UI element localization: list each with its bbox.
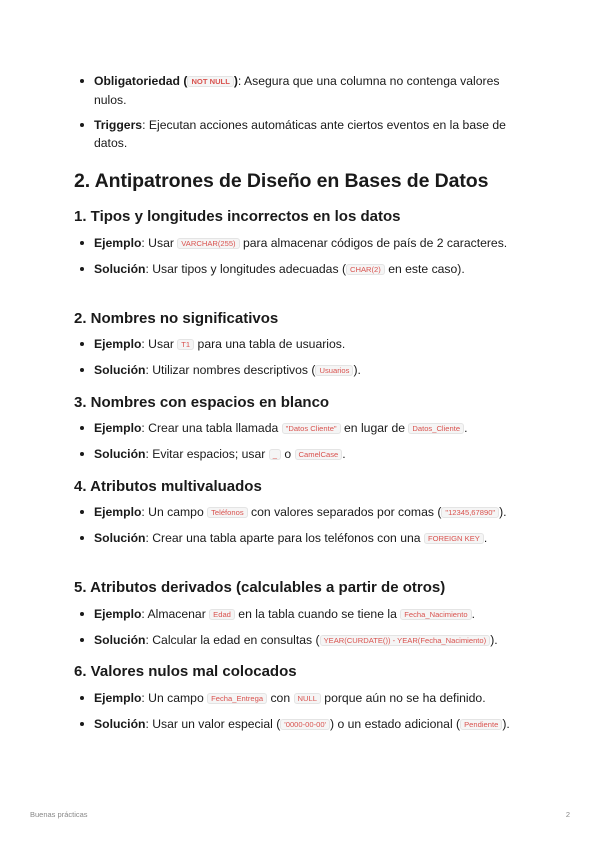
subsection-heading: 5. Atributos derivados (calculables a partir de otros) xyxy=(74,579,446,596)
list-item xyxy=(74,631,534,650)
inline-code: T1 xyxy=(177,339,194,350)
text: . xyxy=(483,531,488,545)
inline-code: NULL xyxy=(294,693,321,704)
subsection-list xyxy=(74,689,534,741)
term: Solución xyxy=(94,633,146,647)
inline-code: Edad xyxy=(209,609,235,620)
text: con xyxy=(267,691,294,705)
inline-code: FOREIGN KEY xyxy=(424,533,484,544)
term: Ejemplo xyxy=(94,421,142,435)
text: : Usar un valor especial ( xyxy=(145,717,281,731)
inline-code: "12345,67890" xyxy=(441,507,499,518)
subsection-list xyxy=(74,234,534,286)
term: Solución xyxy=(94,447,146,461)
text: : Un campo xyxy=(141,691,208,705)
text: o xyxy=(280,447,295,461)
list-item xyxy=(74,419,534,438)
term: Solución xyxy=(94,717,146,731)
text: en este caso). xyxy=(384,262,465,276)
term: Solución xyxy=(94,262,146,276)
text: en lugar de xyxy=(340,421,409,435)
inline-code: '0000-00-00' xyxy=(280,719,330,730)
subsection-heading: 6. Valores nulos mal colocados xyxy=(74,663,297,680)
text: : Usar tipos y longitudes adecuadas ( xyxy=(145,262,346,276)
text: : Utilizar nombres descriptivos ( xyxy=(145,363,316,377)
inline-code: Fecha_Nacimiento xyxy=(400,609,471,620)
text: ). xyxy=(490,633,498,647)
list-item xyxy=(74,116,534,152)
text: en la tabla cuando se tiene la xyxy=(234,607,401,621)
text: porque aún no se ha definido. xyxy=(320,691,486,705)
text: : Crear una tabla llamada xyxy=(141,421,282,435)
subsection-list xyxy=(74,335,534,387)
text: con valores separados por comas ( xyxy=(247,505,442,519)
text: : Usar xyxy=(141,236,178,250)
inline-code: Usuarios xyxy=(315,365,353,376)
subsection-heading: 3. Nombres con espacios en blanco xyxy=(74,394,330,411)
subsection-heading: 4. Atributos multivaluados xyxy=(74,478,262,495)
text: : Evitar espacios; usar xyxy=(145,447,269,461)
description: : Asegura que una columna no contenga valores nulos. xyxy=(94,74,500,107)
list-item xyxy=(74,503,534,522)
text: : Crear una tabla aparte para los teléfonos con una xyxy=(145,531,424,545)
subsection-heading: 1. Tipos y longitudes incorrectos en los datos xyxy=(74,208,401,225)
term: Ejemplo xyxy=(94,337,142,351)
text: : Usar xyxy=(141,337,178,351)
list-item xyxy=(74,529,534,548)
text: para una tabla de usuarios. xyxy=(194,337,346,351)
list-item xyxy=(74,72,534,109)
text: ). xyxy=(499,505,507,519)
text: ). xyxy=(353,363,361,377)
list-item xyxy=(74,715,534,734)
inline-code: Datos_Cliente xyxy=(408,423,464,434)
text: . xyxy=(342,447,346,461)
inline-code: "Datos Cliente" xyxy=(282,423,341,434)
inline-code: Teléfonos xyxy=(207,507,248,518)
subsection-list xyxy=(74,419,534,471)
term: Ejemplo xyxy=(94,505,142,519)
term: Triggers xyxy=(94,118,143,132)
term: Solución xyxy=(94,363,146,377)
text: . xyxy=(464,421,468,435)
term: ) xyxy=(233,74,238,88)
inline-code: NOT NULL xyxy=(187,76,233,87)
text: para almacenar códigos de país de 2 caracteres. xyxy=(239,236,508,250)
inline-code: _ xyxy=(269,449,281,460)
term: Ejemplo xyxy=(94,691,142,705)
description: : Ejecutan acciones automáticas ante ciertos eventos en la base de datos. xyxy=(94,118,506,150)
inline-code: Fecha_Entrega xyxy=(207,693,267,704)
text: ) o un estado adicional ( xyxy=(330,717,461,731)
text: : Almacenar xyxy=(141,607,210,621)
term: Obligatoriedad ( xyxy=(94,74,188,88)
term: Ejemplo xyxy=(94,607,142,621)
inline-code: CamelCase xyxy=(295,449,343,460)
intro-list xyxy=(74,72,534,159)
text: . xyxy=(471,607,475,621)
text: ). xyxy=(502,717,510,731)
list-item xyxy=(74,605,534,624)
inline-code: Pendiente xyxy=(460,719,502,730)
inline-code: CHAR(2) xyxy=(346,264,385,275)
list-item xyxy=(74,445,534,464)
subsection-list xyxy=(74,503,534,555)
list-item xyxy=(74,260,534,279)
term: Solución xyxy=(94,531,146,545)
subsection-heading: 2. Nombres no significativos xyxy=(74,310,279,327)
inline-code: VARCHAR(255) xyxy=(177,238,239,249)
list-item xyxy=(74,234,534,253)
list-item xyxy=(74,689,534,708)
inline-code: YEAR(CURDATE()) - YEAR(Fecha_Nacimiento) xyxy=(320,635,491,646)
list-item xyxy=(74,335,534,354)
footer-title: Buenas prácticas xyxy=(30,810,88,819)
list-item xyxy=(74,361,534,380)
subsection-list xyxy=(74,605,534,657)
page-number: 2 xyxy=(565,810,570,819)
term: Ejemplo xyxy=(94,236,142,250)
section-heading: 2. Antipatrones de Diseño en Bases de Datos xyxy=(74,170,489,192)
text: : Calcular la edad en consultas ( xyxy=(145,633,320,647)
text: : Un campo xyxy=(141,505,208,519)
